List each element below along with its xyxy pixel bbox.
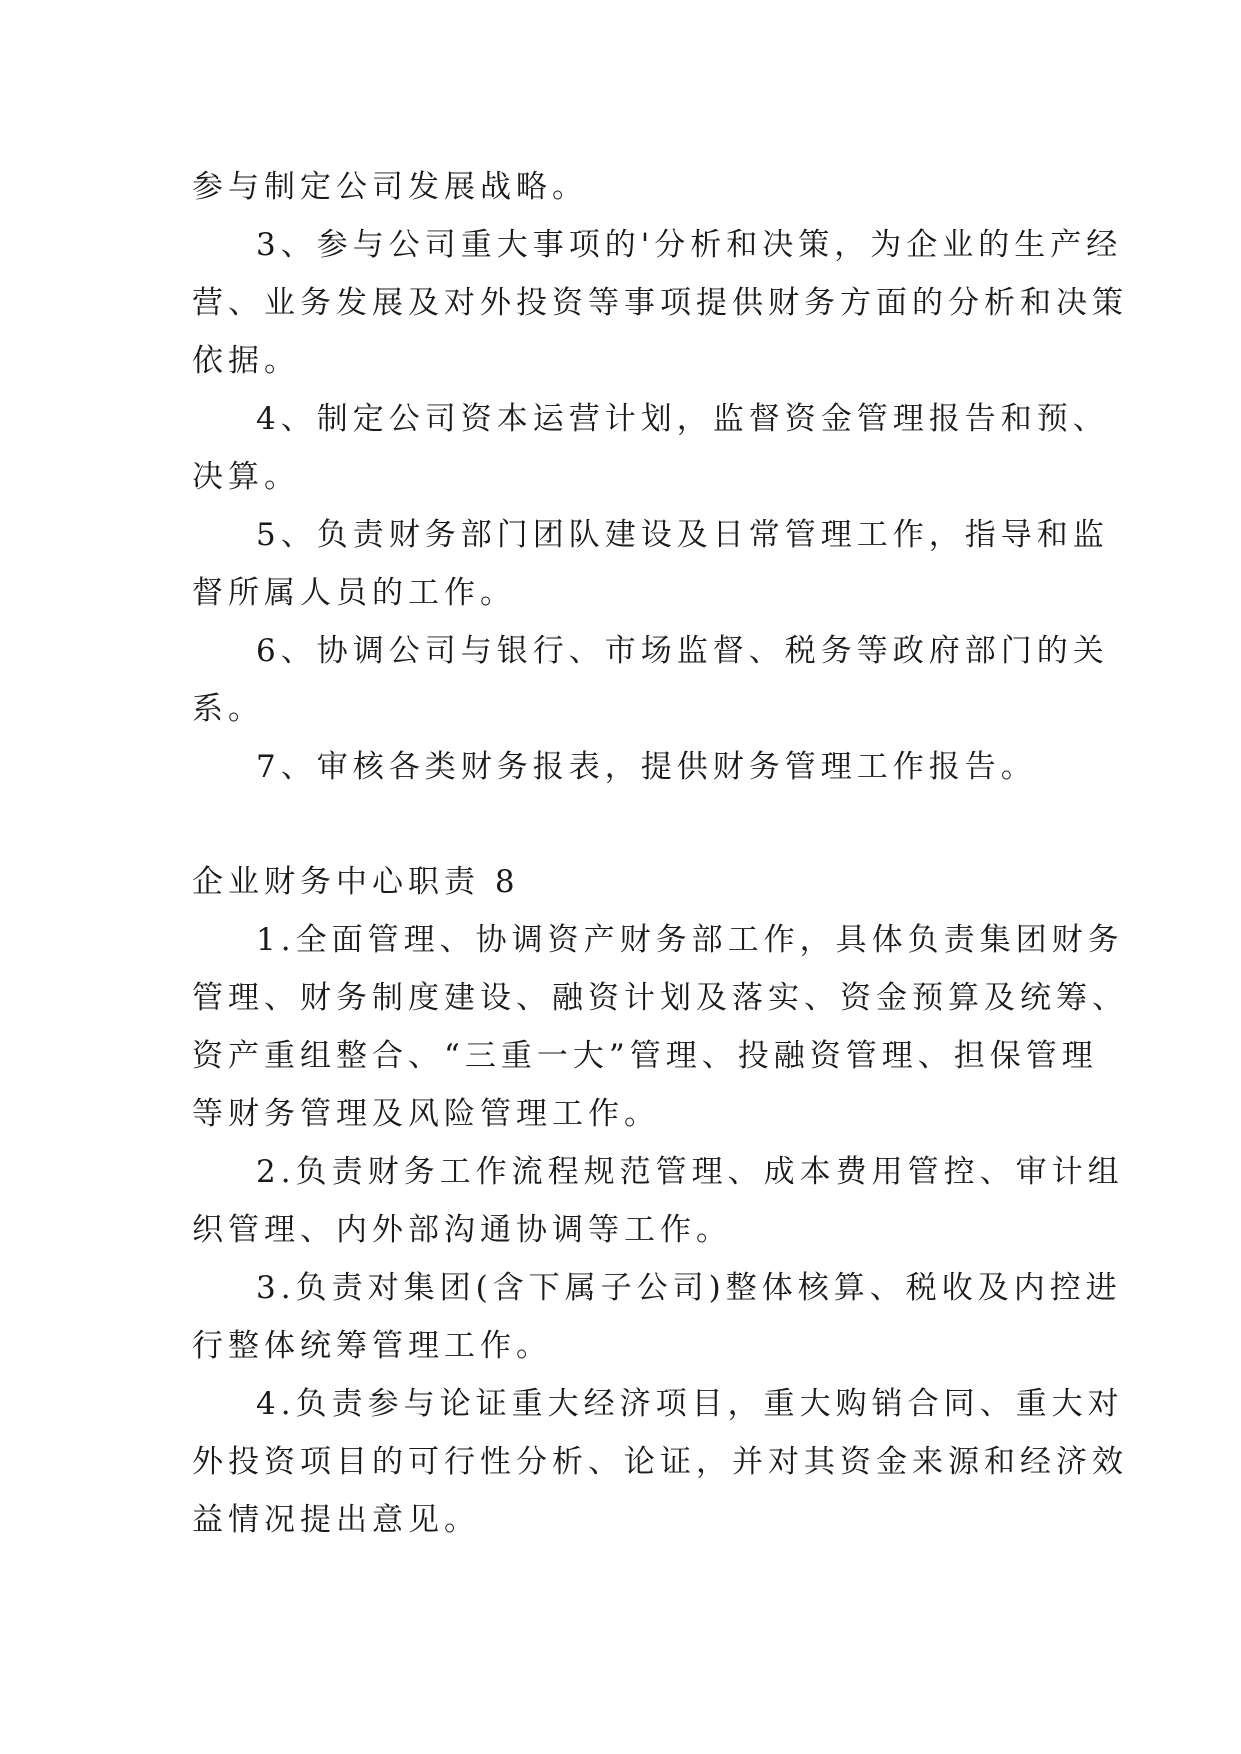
text-line: 4.负责参与论证重大经济项目，重大购销合同、重大对 — [256, 1386, 1124, 1422]
text-line: 决算。 — [192, 459, 300, 495]
text-line: 5、负责财务部门团队建设及日常管理工作，指导和监 — [256, 517, 1109, 553]
text-line: 织管理、内外部沟通协调等工作。 — [192, 1212, 732, 1248]
text-line: 3、参与公司重大事项的'分析和决策，为企业的生产经 — [256, 227, 1123, 263]
text-line: 依据。 — [192, 343, 300, 379]
text-line: 管理、财务制度建设、融资计划及落实、资金预算及统筹、 — [192, 980, 1128, 1016]
text-line: 2.负责财务工作流程规范管理、成本费用管控、审计组 — [256, 1154, 1124, 1190]
text-line: 督所属人员的工作。 — [192, 575, 516, 611]
text-line: 7、审核各类财务报表，提供财务管理工作报告。 — [256, 749, 1037, 785]
text-line: 参与制定公司发展战略。 — [192, 169, 588, 205]
text-line: 3.负责对集团(含下属子公司)整体核算、税收及内控进 — [256, 1270, 1122, 1306]
text-line: 资产重组整合、“三重一大”管理、投融资管理、担保管理 — [192, 1038, 1098, 1074]
text-line: 4、制定公司资本运营计划，监督资金管理报告和预、 — [256, 401, 1109, 437]
text-line: 外投资项目的可行性分析、论证，并对其资金来源和经济效 — [192, 1444, 1128, 1480]
text-line: 营、业务发展及对外投资等事项提供财务方面的分析和决策 — [192, 285, 1128, 321]
text-line: 等财务管理及风险管理工作。 — [192, 1096, 660, 1132]
section-heading: 企业财务中心职责 8 — [192, 864, 520, 900]
text-line: 益情况提出意见。 — [192, 1502, 480, 1538]
text-line: 行整体统筹管理工作。 — [192, 1328, 552, 1364]
text-line: 6、协调公司与银行、市场监督、税务等政府部门的关 — [256, 633, 1109, 669]
text-line: 1.全面管理、协调资产财务部工作，具体负责集团财务 — [256, 922, 1124, 958]
text-line: 系。 — [192, 691, 264, 727]
